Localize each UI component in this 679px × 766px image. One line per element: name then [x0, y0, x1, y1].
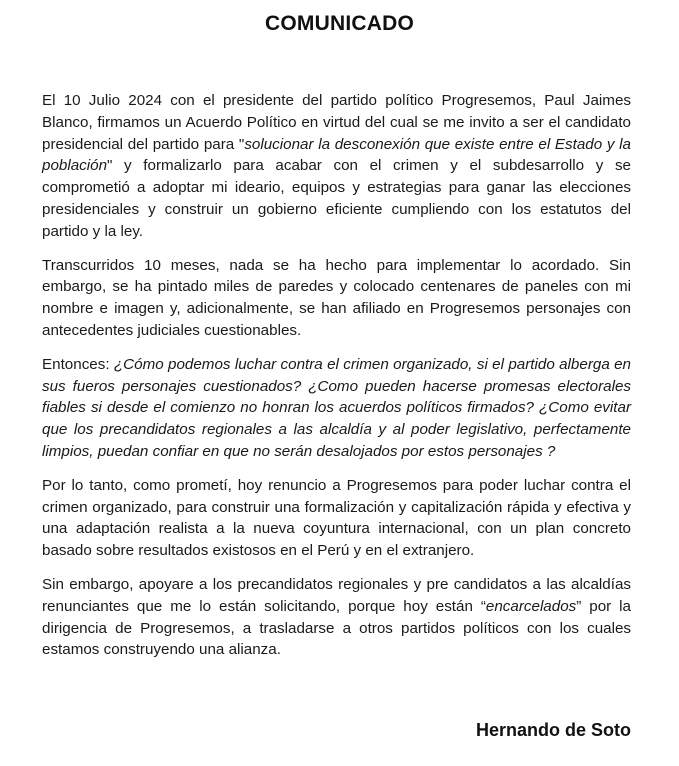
- signature: Hernando de Soto: [475, 720, 631, 740]
- paragraph-support-text-end: ” por la dirigencia de Progresemos, a trasladarse a otros partidos políticos con los cuales estamos construyendo una alianza.: [42, 597, 631, 659]
- paragraph-questions-lead: Entonces:: [42, 355, 114, 373]
- document-title: COMUNICADO: [265, 12, 414, 35]
- paragraph-agreement-quote: solucionar la desconexión que existe entre el Estado y la población: [42, 135, 631, 175]
- paragraph-agreement-text-end: " y formalizarlo para acabar con el crimen y el subdesarrollo y se comprometió a adoptar mi ideario, equipos y estrategias para ganar las elecciones presidenciales y construir un gobierno eficiente cumpliendo con los estatutos del partido y la ley.: [42, 157, 631, 240]
- paragraph-support: [42, 574, 631, 661]
- paragraph-resignation: Por lo tanto, como prometí, hoy renuncio a Progresemos para poder luchar contra el crimen organizado, para construir una formalización y capitalización rápida y efectiva y una adaptación realista a la nueva coyuntura internacional, con un plan concreto basado sobre resultados existosos en el Perú y en el extranjero.: [42, 476, 631, 560]
- document-body: [42, 90, 631, 673]
- paragraph-support-text-start: Sin embargo, apoyare a los precandidatos regionales y pre candidatos a las alcaldías renunciantes que me lo están solicitando, porque hoy están “: [42, 575, 631, 615]
- paragraph-agreement: [42, 90, 631, 243]
- paragraph-ten-months: Transcurridos 10 meses, nada se ha hecho para implementar lo acordado. Sin embargo, se ha pintado miles de paredes y colocado centenares de paneles con mi nombre e imagen y, adicionalmente, se han afiliado en Progresemos personajes con antecedentes judiciales cuestionables.: [42, 256, 631, 339]
- paragraph-support-italic: encarcelados: [485, 597, 577, 615]
- paragraph-agreement-text-start: El 10 Julio 2024 con el presidente del partido político Progresemos, Paul Jaimes Blanco, firmamos un Acuerdo Político en virtud del cual se me invito a ser el candidato presidencial del partido para ": [42, 92, 631, 153]
- paragraph-questions-italic: ¿Cómo podemos luchar contra el crimen organizado, si el partido alberga en sus fueros personajes cuestionados? ¿Como pueden hacerse promesas electorales fiables si desde el comienzo no honran los acuerdos políticos firmados? ¿Como evitar que los precandidatos regionales a las alcaldía y al poder legislativo, perfectamente limpios, puedan confiar en que no serán desalojados por estos personajes ?: [42, 355, 631, 460]
- paragraph-questions: [42, 354, 631, 463]
